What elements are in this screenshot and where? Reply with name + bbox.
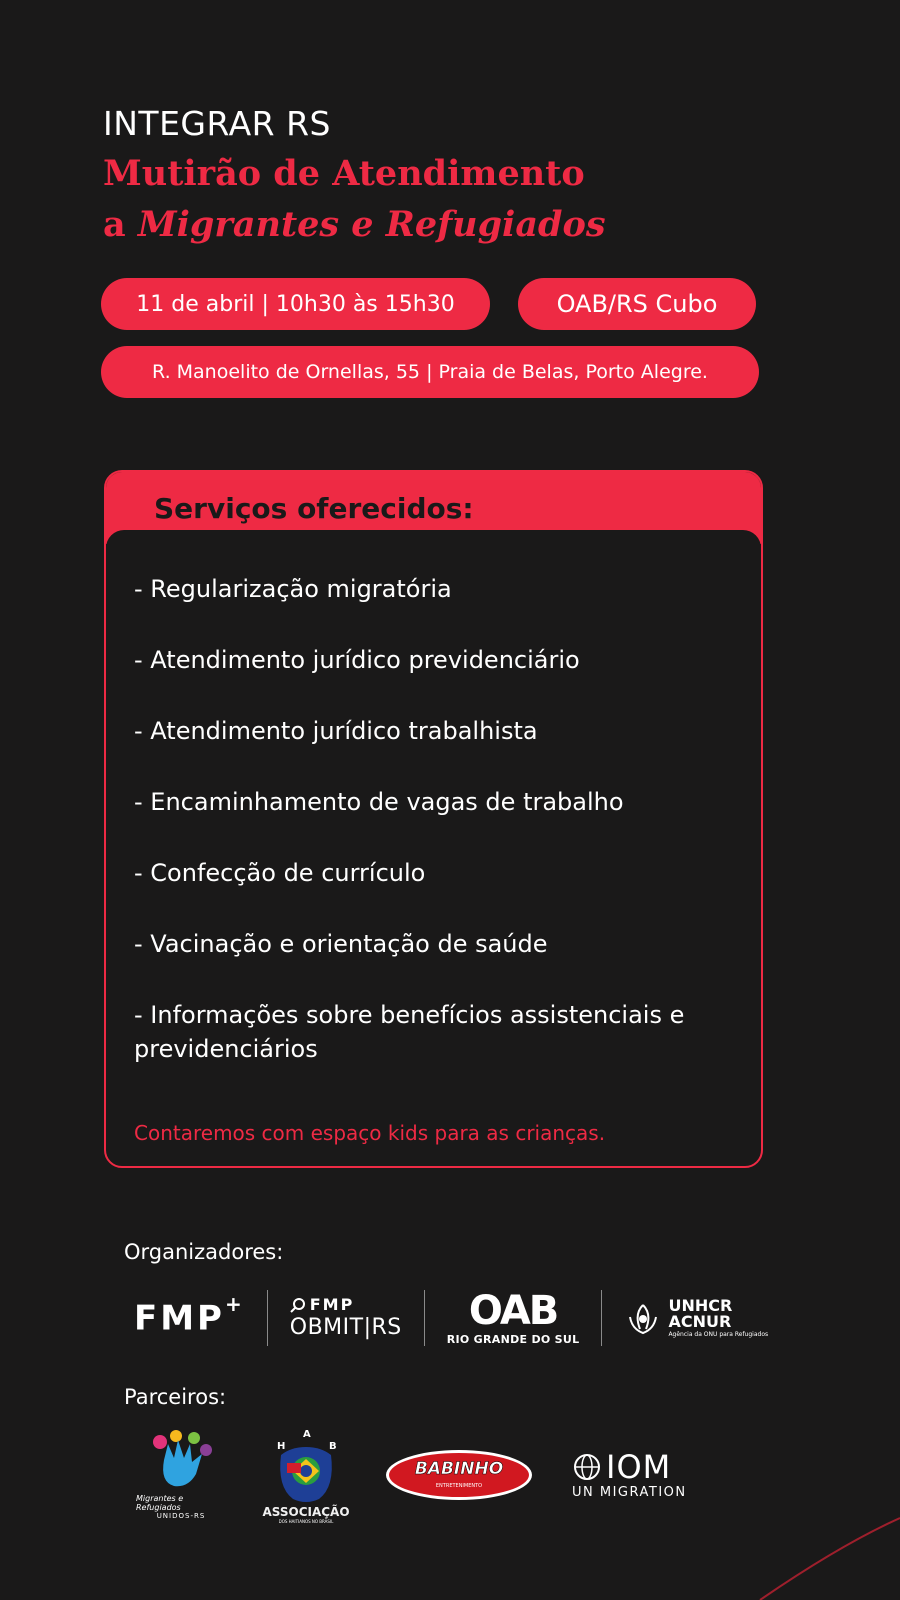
headline-line-2 [103,199,606,250]
svg-text:A: A [303,1428,311,1440]
hab-emblem-icon [271,1427,341,1505]
kids-space-note: Contaremos com espaço kids para as crianças. [134,1121,606,1145]
unhcr-logo-line-2: ACNUR [668,1312,732,1331]
obmit-logo-fmp: FMP [309,1295,355,1314]
headline-prefix: a [103,204,138,245]
organizers-logos [134,1286,768,1350]
date-time-badge: 11 de abril | 10h30 às 15h30 [101,278,490,330]
svg-text:H: H [277,1440,286,1452]
services-list [134,572,734,1103]
logo-divider [267,1290,268,1346]
fmp-logo [134,1291,245,1339]
fmp-logo-plus: + [224,1291,245,1316]
headline-emphasis: Migrantes e Refugiados [137,204,606,245]
iom-logo-word: IOM [606,1447,672,1486]
obmit-logo [290,1297,402,1339]
services-card [104,470,763,1168]
migrantes-logo-line-2: UNIDOS-RS [156,1512,206,1520]
fmp-logo-text: FMP [134,1298,225,1339]
obmit-logo-top [290,1297,402,1313]
service-item: - Encaminhamento de vagas de trabalho [134,788,624,816]
partners-label: Parceiros: [124,1385,227,1409]
magnifier-icon [290,1297,306,1313]
address-badge: R. Manoelito de Ornellas, 55 | Praia de Belas, Porto Alegre. [101,346,759,398]
oab-logo-subtitle: RIO GRANDE DO SUL [446,1332,580,1346]
hab-logo-line-1: ASSOCIAÇÃO [262,1504,350,1519]
unhcr-logo-text [668,1298,768,1338]
venue-badge: OAB/RS Cubo [518,278,756,330]
unhcr-emblem-icon [624,1299,662,1337]
services-card-inner-edge [106,530,761,550]
hand-icon [146,1430,216,1492]
service-item: - Regularização migratória [134,575,452,603]
partners-logos [136,1420,687,1530]
event-kicker: INTEGRAR RS [103,104,331,143]
babinho-logo [386,1450,532,1500]
service-item: - Atendimento jurídico previdenciário [134,646,580,674]
organizers-label: Organizadores: [124,1240,284,1264]
iom-logo-top [572,1447,687,1486]
obmit-logo-name: OBMIT|RS [289,1315,402,1340]
svg-text:B: B [329,1440,337,1452]
oab-logo-word: OAB [468,1287,558,1334]
services-title: Serviços oferecidos: [106,472,761,544]
headline-line-1: Mutirão de Atendimento [103,153,585,194]
migrantes-logo-line-1: Migrantes e Refugiados [136,1494,184,1512]
hab-logo-line-2: DOS HAITIANOS NO BRASIL [278,1518,334,1524]
globe-icon [572,1452,602,1482]
migrantes-refugiados-logo [136,1430,226,1520]
unhcr-logo-line-3: Agência da ONU para Refugiados [668,1331,769,1338]
iom-logo-subtitle: UN MIGRATION [572,1484,687,1500]
event-headline [103,148,606,250]
page-header [103,104,606,250]
service-item: - Informações sobre benefícios assistenciais e previdenciários [134,1001,685,1063]
oab-logo [446,1287,580,1346]
unhcr-logo [624,1298,768,1338]
hab-logo [262,1427,350,1524]
unhcr-logo-line-1: UNHCR [668,1296,733,1315]
logo-divider [601,1290,602,1346]
service-item: - Atendimento jurídico trabalhista [134,717,538,745]
babinho-logo-subtitle: ENTRETENIMENTO [435,1483,483,1489]
babinho-logo-word: BABINHO [414,1459,504,1479]
service-item: - Vacinação e orientação de saúde [134,930,548,958]
logo-divider [424,1290,425,1346]
service-item: - Confecção de currículo [134,859,426,887]
iom-logo [572,1447,687,1500]
